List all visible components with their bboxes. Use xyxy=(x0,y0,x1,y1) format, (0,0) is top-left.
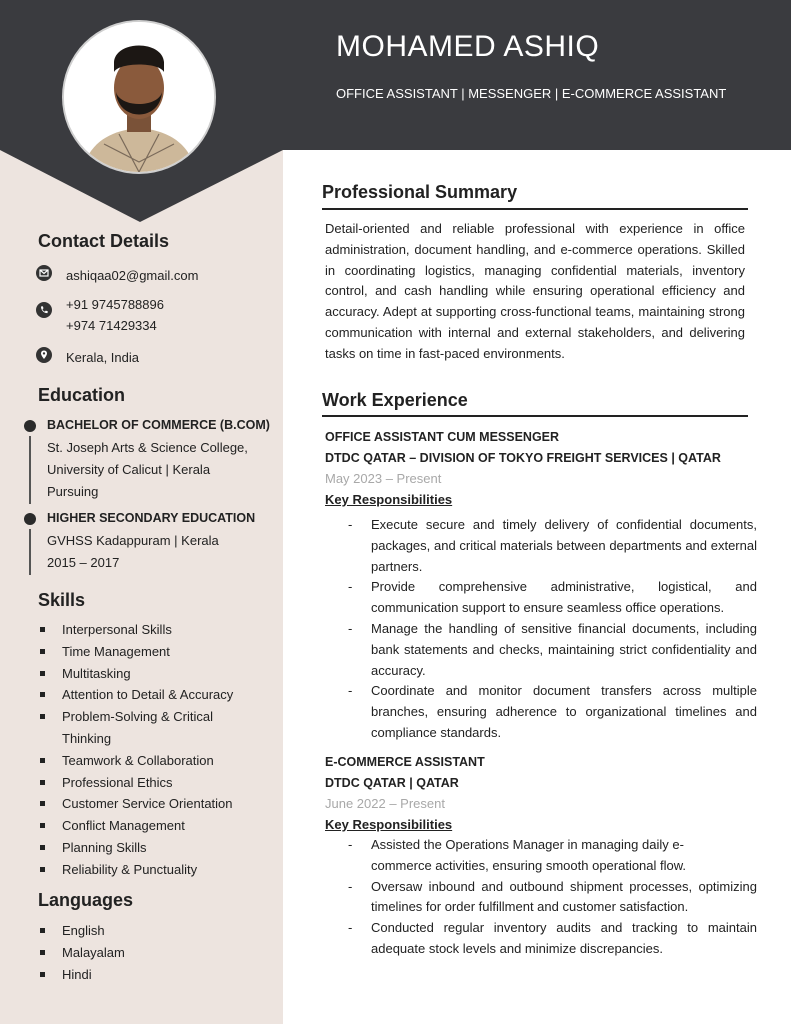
key-responsibilities-label: Key Responsibilities xyxy=(325,817,453,832)
duty-item: - Execute secure and timely delivery of confidential documents, packages, and critical materials between departments and external partners. xyxy=(346,515,757,577)
language-item: English xyxy=(38,920,238,942)
section-rule xyxy=(322,208,748,210)
education-line: St. Joseph Arts & Science College, xyxy=(47,440,248,455)
education-line: University of Calicut | Kerala xyxy=(47,462,211,477)
duty-item: - Provide comprehensive administrative, logistical, and communication support to ensure seamless office operations. xyxy=(346,577,757,619)
education-item xyxy=(24,511,279,577)
job-title: OFFICE ASSISTANT CUM MESSENGER xyxy=(325,430,560,444)
profile-photo xyxy=(64,22,214,172)
education-item xyxy=(24,418,279,508)
contact-location xyxy=(36,347,139,368)
education-line: Pursuing xyxy=(47,484,99,499)
education-heading: Education xyxy=(38,385,126,405)
duty-item: - Conducted regular inventory audits and tracking to maintain adequate stock levels and minimize discrepancies. xyxy=(346,918,757,960)
languages-list xyxy=(38,920,238,985)
job-title: E-COMMERCE ASSISTANT xyxy=(325,755,485,769)
summary-text: Detail-oriented and reliable professional with experience in office administration, document handling, and e-commerce operations. Skilled in coordinating logistics, managing confidential materials, inventory control, and cash handling while ensuring operational efficiency and accuracy. Adept at supporting cross-functional teams, maintaining strong communication with internal and external stakeholders, and delivering tasks on time in fast-paced environments. xyxy=(325,221,745,361)
job-titles-subtitle: OFFICE ASSISTANT | MESSENGER | E-COMMERCE ASSISTANT xyxy=(336,86,727,101)
skills-list xyxy=(38,619,266,881)
job-company: DTDC QATAR – DIVISION OF TOKYO FREIGHT SERVICES | QATAR xyxy=(325,451,721,465)
skill-item: Problem-Solving & Critical Thinking xyxy=(38,706,232,750)
timeline-dot xyxy=(24,420,36,432)
email-icon xyxy=(36,265,52,281)
candidate-name: MOHAMED ASHIQ xyxy=(336,30,600,63)
skills-heading: Skills xyxy=(38,590,86,610)
duties-list xyxy=(346,515,757,744)
summary-heading: Professional Summary xyxy=(322,182,518,202)
section-rule xyxy=(322,415,748,417)
skill-item: Customer Service Orientation xyxy=(38,793,266,815)
skill-item: Interpersonal Skills xyxy=(38,619,266,641)
phone-icon xyxy=(36,302,52,318)
email-text: ashiqaa02@gmail.com xyxy=(66,268,199,283)
skill-item: Planning Skills xyxy=(38,837,266,859)
contact-phone xyxy=(36,294,164,336)
degree-title: HIGHER SECONDARY EDUCATION xyxy=(47,511,256,525)
timeline-line xyxy=(29,529,31,575)
timeline-line xyxy=(29,436,31,504)
job-dates: May 2023 – Present xyxy=(325,471,442,486)
skill-item: Multitasking xyxy=(38,663,266,685)
skill-item: Time Management xyxy=(38,641,266,663)
duty-item: - Assisted the Operations Manager in managing daily e-commerce activities, ensuring smooth operational flow. xyxy=(346,835,711,877)
key-responsibilities-label: Key Responsibilities xyxy=(325,492,453,507)
skill-item: Attention to Detail & Accuracy xyxy=(38,684,266,706)
duty-item: - Oversaw inbound and outbound shipment processes, optimizing timelines for order fulfillment and customer satisfaction. xyxy=(346,877,757,919)
skill-item: Teamwork & Collaboration xyxy=(38,750,266,772)
skill-item: Conflict Management xyxy=(38,815,266,837)
skill-item: Professional Ethics xyxy=(38,772,266,794)
language-item: Malayalam xyxy=(38,942,238,964)
degree-title: BACHELOR OF COMMERCE (B.COM) xyxy=(47,418,270,432)
job-company: DTDC QATAR | QATAR xyxy=(325,776,459,790)
contact-email xyxy=(36,265,198,286)
phone-qatar: +974 71429334 xyxy=(66,318,157,333)
language-item: Hindi xyxy=(38,964,238,986)
education-line: 2015 – 2017 xyxy=(47,555,120,570)
experience-heading: Work Experience xyxy=(322,390,468,410)
location-text: Kerala, India xyxy=(66,350,139,365)
languages-heading: Languages xyxy=(38,890,134,910)
skill-item: Reliability & Punctuality xyxy=(38,859,266,881)
duty-item: - Coordinate and monitor document transfers across multiple branches, ensuring adherence to organizational timelines and compliance standards. xyxy=(346,681,757,743)
job-dates: June 2022 – Present xyxy=(325,796,445,811)
education-line: GVHSS Kadappuram | Kerala xyxy=(47,533,219,548)
contact-heading: Contact Details xyxy=(38,231,170,251)
duties-list xyxy=(346,835,757,960)
duty-item: - Manage the handling of sensitive financial documents, including bank statements and checks, maintaining strict confidentiality and accuracy. xyxy=(346,619,757,681)
phone-india: +91 9745788896 xyxy=(66,297,164,312)
location-pin-icon xyxy=(36,347,52,363)
timeline-dot xyxy=(24,513,36,525)
